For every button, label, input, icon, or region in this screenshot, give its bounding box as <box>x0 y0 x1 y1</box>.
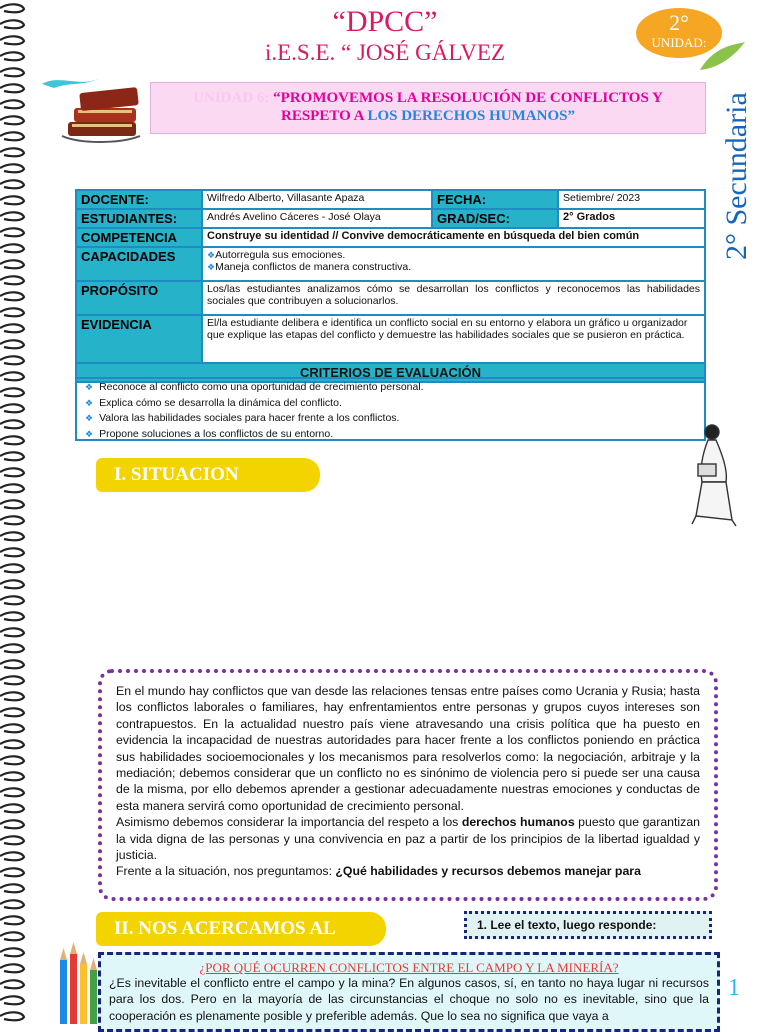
spiral-coil <box>0 964 24 972</box>
reading-body: ¿Es inevitable el conflicto entre el campo y la mina? En algunos casos, sí, en tanto no haya lugar ni recursos para los dos. Pero en la mayoría de las circunstancias el choque no solo no es inevitable, sino que la cooperación es plenamente posible y preferible además. Que lo sea no significa que vaya a <box>109 976 709 1023</box>
spiral-coil <box>0 68 24 76</box>
situation-text-box <box>98 669 718 901</box>
spiral-coil <box>0 340 24 348</box>
spiral-coil <box>0 788 24 796</box>
info-table <box>75 189 706 383</box>
estudiantes-label: ESTUDIANTES: <box>76 209 202 228</box>
situation-paragraph-3: Frente a la situación, nos preguntamos: ¿Qué habilidades y recursos debemos manejar para <box>116 864 641 879</box>
spiral-coil <box>0 932 24 940</box>
spiral-coil <box>0 948 24 956</box>
vertical-grade-text: 2° Secundaria <box>720 92 753 260</box>
criterio-item: ❖ Propone soluciones a los conflictos de su entorno. <box>85 427 334 440</box>
diamond-bullet-icon: ❖ <box>85 382 94 392</box>
docente-label: DOCENTE: <box>76 190 202 209</box>
criterios-heading: CRITERIOS DE EVALUACIÓN <box>76 363 705 382</box>
spiral-coil <box>0 468 24 476</box>
spiral-coil <box>0 420 24 428</box>
spiral-coil <box>0 212 24 220</box>
spiral-coil <box>0 820 24 828</box>
spiral-coil <box>0 756 24 764</box>
spiral-coil <box>0 980 24 988</box>
spiral-coil <box>0 484 24 492</box>
spiral-coil <box>0 196 24 204</box>
spiral-coil <box>0 628 24 636</box>
capacidades-list <box>202 247 705 281</box>
spiral-coil <box>0 164 24 172</box>
page-number: 1 <box>728 975 740 1001</box>
diamond-bullet-icon: ❖ <box>85 413 94 423</box>
instruction-lee-box: 1. Lee el texto, luego responde: <box>464 911 712 939</box>
spiral-coil <box>0 180 24 188</box>
spiral-coil <box>0 772 24 780</box>
spiral-coil <box>0 260 24 268</box>
spiral-coil <box>0 52 24 60</box>
spiral-coil <box>0 852 24 860</box>
proposito-value: Los/las estudiantes analizamos cómo se desarrollan los conflictos y reconocemos las habilidades sociales que contribuyen a solucionarlos. <box>202 281 705 315</box>
reading-text-box <box>98 952 720 1032</box>
spiral-coil <box>0 660 24 668</box>
spiral-coil <box>0 4 24 12</box>
spiral-coil <box>0 836 24 844</box>
criterio-item: ❖ Valora las habilidades sociales para hacer frente a los conflictos. <box>85 412 400 424</box>
spiral-coil <box>0 916 24 924</box>
unit-label: UNIDAD 6: <box>193 90 270 106</box>
spiral-coil <box>0 644 24 652</box>
proposito-label: PROPÓSITO <box>76 281 202 315</box>
spiral-coil <box>0 996 24 1004</box>
spiral-coil <box>0 692 24 700</box>
spiral-coil <box>0 116 24 124</box>
spiral-coil <box>0 20 24 28</box>
spiral-coil <box>0 708 24 716</box>
section-acercamos-header: II. NOS ACERCAMOS AL <box>96 912 386 946</box>
spiral-coil <box>0 36 24 44</box>
reading-title: ¿POR QUÉ OCURREN CONFLICTOS ENTRE EL CAMPO Y LA MINERÍA? <box>199 960 619 975</box>
criterio-item: ❖ Explica cómo se desarrolla la dinámica del conflicto. <box>85 396 342 409</box>
vertical-grade-label <box>704 60 764 270</box>
spiral-coil <box>0 900 24 908</box>
fecha-value: Setiembre/ 2023 <box>558 190 705 209</box>
spiral-coil <box>0 884 24 892</box>
grade-badge-number: 2° <box>669 10 689 35</box>
spiral-coil <box>0 244 24 252</box>
spiral-coil <box>0 404 24 412</box>
spiral-coil <box>0 804 24 812</box>
spiral-coil <box>0 356 24 364</box>
books-illustration <box>40 72 150 152</box>
competencia-value: Construye su identidad // Convive democráticamente en búsqueda del bien común <box>202 228 705 247</box>
spiral-coil <box>0 436 24 444</box>
school-name: “DPCC” <box>332 5 438 38</box>
spiral-coil <box>0 676 24 684</box>
spiral-coil <box>0 532 24 540</box>
spiral-coil <box>0 148 24 156</box>
estudiantes-value: Andrés Avelino Cáceres - José Olaya <box>202 209 432 228</box>
school-subtitle: i.E.S.E. “ JOSÉ GÁLVEZ <box>264 40 505 65</box>
spiral-coil <box>0 132 24 140</box>
spiral-coil <box>0 740 24 748</box>
capacidad-item: ❖Maneja conflictos de manera constructiva. <box>207 261 412 273</box>
reading-girl-illustration <box>682 420 746 530</box>
evidencia-value: El/la estudiante delibera e identifica un conflicto social en su entorno y elabora un gráfico u organizador que explique las etapas del conflicto y demuestre las habilidades sociales que se pusieron en práctica. <box>202 315 705 363</box>
spiral-binding <box>0 0 30 1024</box>
spiral-coil <box>0 84 24 92</box>
spiral-coil <box>0 724 24 732</box>
docente-value: Wilfredo Alberto, Villasante Apaza <box>202 190 432 209</box>
diamond-bullet-icon: ❖ <box>85 397 94 408</box>
diamond-bullet-icon: ❖ <box>85 428 94 439</box>
criterio-item: ❖ Reconoce al conflicto como una oportunidad de crecimiento personal. <box>85 381 424 393</box>
spiral-coil <box>0 548 24 556</box>
unit-title-line2b: LOS DERECHOS HUMANOS” <box>367 108 575 124</box>
spiral-coil <box>0 276 24 284</box>
spiral-coil <box>0 372 24 380</box>
unit-title-box <box>150 82 706 134</box>
spiral-coil <box>0 388 24 396</box>
spiral-coil <box>0 100 24 108</box>
spiral-coil <box>0 580 24 588</box>
gradsec-value: 2° Grados <box>558 209 705 228</box>
spiral-coil <box>0 596 24 604</box>
spiral-coil <box>0 452 24 460</box>
evidencia-label: EVIDENCIA <box>76 315 202 363</box>
spiral-coil <box>0 228 24 236</box>
spiral-coil <box>0 324 24 332</box>
unit-title-line2a: RESPETO A <box>281 108 364 124</box>
gradsec-label: GRAD/SEC: <box>432 209 558 228</box>
situation-paragraph-1: En el mundo hay conflictos que van desde las relaciones tensas entre países como Ucrania y Rusia; hasta los conflictos laborales o familiares, hay enfrentamientos entre personas y grupos cuyos intereses son contrapuestos. En la actualidad nuestro país viene atravesando una crisis política que ha puesto en evidencia la incapacidad de nuestras autoridades para hacer frente a los conflictos poniendo en práctica sus habilidades socioemocionales y los mecanismos para resolverlos como: la negociación, arbitraje y la mediación; debemos considerar que un conflicto no es sinónimo de violencia pero si puede ser una causa de la misma, por ello debemos aprender a gestionar adecuadamente nuestras emociones y conductas de esta manera servirá como oportunidad de crecimiento personal. <box>116 684 700 813</box>
spiral-coil <box>0 516 24 524</box>
capacidades-label: CAPACIDADES <box>76 247 202 281</box>
section-situacion-header: I. SITUACION <box>96 458 320 492</box>
grade-badge-label: UNIDAD: <box>651 35 707 50</box>
spiral-coil <box>0 868 24 876</box>
unit-title-line1: “PROMOVEMOS LA RESOLUCIÓN DE CONFLICTOS Y <box>273 90 663 106</box>
spiral-coil <box>0 612 24 620</box>
spiral-coil <box>0 292 24 300</box>
spiral-coil <box>0 564 24 572</box>
fecha-label: FECHA: <box>432 190 558 209</box>
situation-paragraph-2: Asimismo debemos considerar la importancia del respeto a los derechos humanos puesto que garantizan la vida digna de las personas y una convivencia en paz a partir de los principios de la libertad igualdad y justicia. <box>116 815 700 863</box>
spiral-coil <box>0 1012 24 1020</box>
criterios-list <box>75 377 706 441</box>
competencia-label: COMPETENCIA <box>76 228 202 247</box>
spiral-coil <box>0 308 24 316</box>
capacidad-item: ❖Autorregula sus emociones. <box>207 249 346 261</box>
spiral-coil <box>0 500 24 508</box>
pencils-illustration <box>54 940 104 1024</box>
